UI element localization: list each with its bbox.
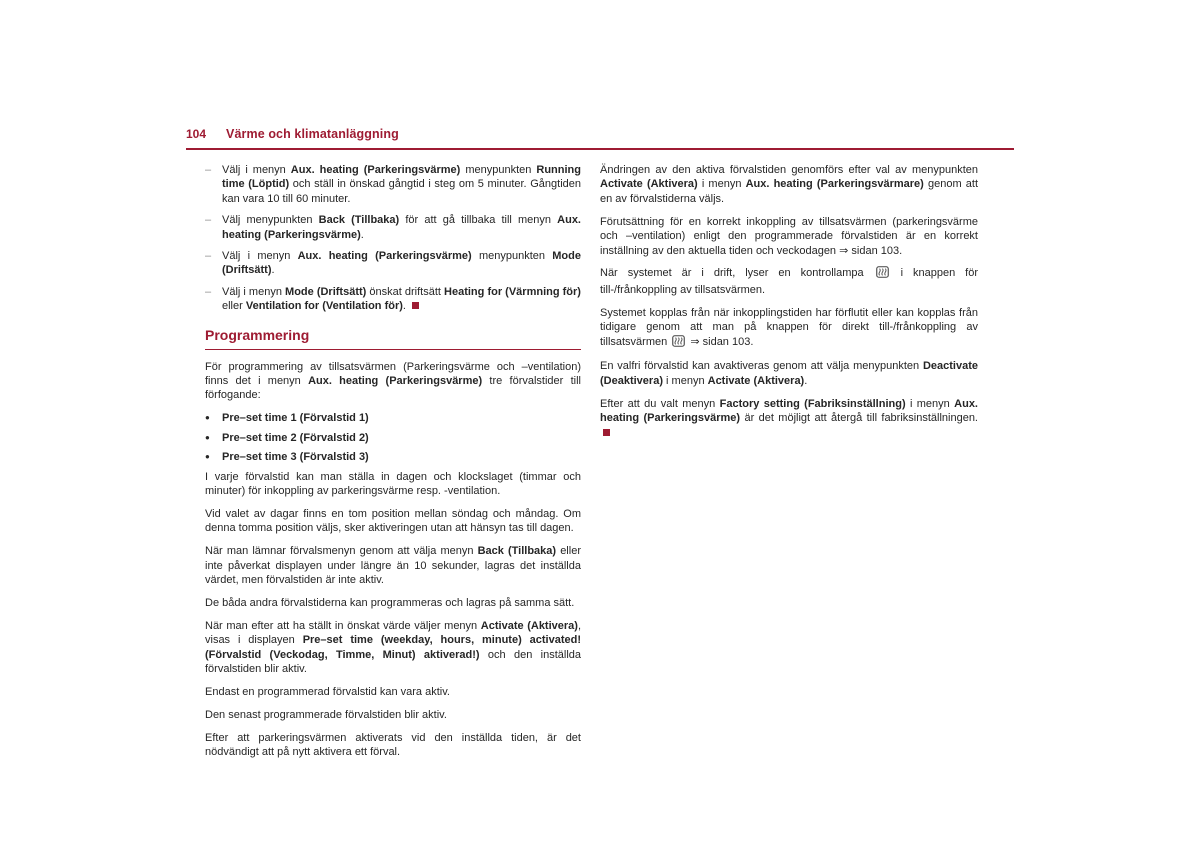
- text-run: Back (Tillbaka): [477, 545, 557, 558]
- right-column: [600, 163, 978, 768]
- text-run: Efter att parkeringsvärmen aktiverats vid den inställda tiden, är det nödvändigt att på nytt aktivera ett förval.: [205, 731, 581, 759]
- text-run: Efter att du valt menyn: [600, 397, 720, 410]
- aux-heater-button-icon: [876, 266, 889, 282]
- list-item-text: [222, 411, 581, 425]
- list-item-text: [222, 249, 581, 278]
- text-run: Pre–set time 2 (Förvalstid 2): [222, 431, 369, 444]
- text-run: , visas i displayen: [205, 619, 582, 647]
- paragraph: [600, 306, 978, 351]
- bullet-list-item: [205, 431, 581, 445]
- text-run: tre förvalstider till förfogande:: [205, 375, 581, 402]
- paragraph: [600, 266, 978, 297]
- text-run: Ändringen av den aktiva förvalstiden genomförs efter val av menypunkten: [600, 164, 978, 176]
- text-run: I varje förvalstid kan man ställa in dagen och klockslaget (timmar och minuter) för inkoppling av parkeringsvärme resp. -ventilation.: [205, 470, 581, 497]
- text-run: Den senast programmerade förvalstiden blir aktiv.: [205, 708, 447, 721]
- text-run: i menyn: [662, 374, 708, 387]
- page-number: 104: [186, 127, 207, 141]
- list-item-text: [222, 163, 581, 206]
- text-run: Running time (Löptid): [222, 164, 581, 191]
- text-run: .: [271, 264, 275, 277]
- section-end-square: [603, 429, 610, 436]
- paragraph: [205, 731, 581, 760]
- dash-list-item: [205, 213, 581, 242]
- text-run: .: [804, 374, 808, 387]
- text-run: och den inställda förvalstiden blir aktiv.: [205, 648, 581, 676]
- text-run: Systemet kopplas från när inkopplingstiden har förflutit eller kan kopplas från tidigare genom att man på knappen för direkt till-/frånkoppling av tillsatsvärmen: [600, 306, 978, 348]
- text-run: Aux. heating (Parkeringsvärme): [297, 250, 472, 263]
- text-run: för att gå tillbaka till menyn: [399, 214, 558, 227]
- text-run: är det möjligt att återgå till fabriksinställningen.: [740, 412, 978, 425]
- paragraph: [205, 596, 581, 610]
- text-run: Activate (Aktivera): [600, 178, 698, 191]
- paragraph: [205, 544, 581, 587]
- text-run: eller: [222, 300, 246, 313]
- text-run: Välj i menyn: [222, 164, 291, 176]
- text-run: Välj menypunkten: [222, 214, 319, 227]
- dash-marker: –: [205, 285, 212, 298]
- text-run: Endast en programmerad förvalstid kan vara aktiv.: [205, 685, 450, 698]
- bullet-marker: ●: [205, 432, 210, 442]
- section-title: Värme och klimatanläggning: [226, 127, 399, 141]
- dash-marker: –: [205, 214, 212, 227]
- text-run: Factory setting (Fabriksinställning): [719, 397, 906, 410]
- text-run: Aux. heating (Parkeringsvärme): [222, 214, 581, 241]
- text-run: De båda andra förvalstiderna kan programmeras och lagras på samma sätt.: [205, 596, 575, 609]
- section-end-square: [412, 302, 419, 309]
- text-run: Aux. heating (Parkeringsvärme): [308, 375, 483, 388]
- text-run: När man lämnar förvalsmenyn genom att välja menyn: [205, 545, 478, 558]
- text-run: menypunkten: [460, 164, 537, 176]
- paragraph: [600, 163, 978, 206]
- text-run: Aux. heating (Parkeringsvärmare): [745, 178, 924, 191]
- list-item-text: [222, 431, 581, 445]
- text-run: Aux. heating (Parkeringsvärme): [600, 397, 978, 425]
- paragraph: [205, 470, 581, 499]
- text-run: Pre–set time 3 (Förvalstid 3): [222, 451, 369, 464]
- paragraph: [205, 360, 581, 403]
- bullet-list-item: [205, 411, 581, 425]
- text-run: .: [402, 300, 410, 313]
- left-column: [205, 163, 581, 768]
- text-run: Back (Tillbaka): [318, 214, 400, 227]
- text-run: menypunkten: [471, 250, 553, 263]
- text-run: önskat driftsätt: [366, 285, 445, 298]
- paragraph: [205, 507, 581, 536]
- page-content: [205, 163, 978, 768]
- text-run: genom att en av förvalstiderna väljs.: [600, 178, 978, 205]
- text-run: i knappen för till-/frånkoppling av tillsatsvärmen.: [600, 267, 979, 296]
- dash-marker: –: [205, 164, 212, 176]
- text-run: Activate (Aktivera): [707, 374, 805, 387]
- text-run: En valfri förvalstid kan avaktiveras genom att välja menypunkten: [600, 360, 923, 373]
- dash-marker: –: [205, 250, 212, 263]
- paragraph: [205, 708, 581, 722]
- text-run: Activate (Aktivera): [480, 619, 578, 632]
- dash-list-item: [205, 249, 581, 278]
- text-run: Deactivate (Deaktivera): [600, 360, 978, 387]
- text-run: Aux. heating (Parkeringsvärme): [290, 164, 461, 176]
- text-run: eller inte påverkat displayen under längre än 10 sekunder, lagras det inställda värdet, men förvalstiden är inte aktiv.: [205, 545, 581, 587]
- list-item-text: [222, 285, 581, 314]
- text-run: och ställ in önskad gångtid i steg om 5 minuter. Gångtiden kan vara 10 till 60 minuter.: [222, 178, 581, 205]
- dash-list-item: [205, 163, 581, 206]
- text-run: .: [360, 228, 364, 241]
- text-run: Välj i menyn: [222, 250, 298, 263]
- text-run: i menyn: [905, 397, 955, 410]
- text-run: Förutsättning för en korrekt inkoppling av tillsatsvärmen (parkeringsvärme och –ventilation) enligt den programmerade förvalstiden är en korrekt inställning av den aktuella tiden och veckodagen ⇒ sidan 103.: [600, 215, 978, 257]
- text-run: i menyn: [697, 178, 746, 191]
- dash-list-item: [205, 285, 581, 314]
- text-run: Heating for (Värmning för): [444, 285, 581, 298]
- aux-heater-button-icon: [672, 335, 685, 351]
- text-run: Vid valet av dagar finns en tom position mellan söndag och måndag. Om denna tomma position väljs, sker aktiveringen utan att hänsyn tas till dagen.: [205, 507, 581, 535]
- paragraph: [205, 685, 581, 699]
- bullet-marker: ●: [205, 413, 210, 423]
- list-item-text: [222, 213, 581, 242]
- text-run: Mode (Driftsätt): [285, 285, 367, 298]
- paragraph: [205, 619, 581, 677]
- section-heading: Programmering: [205, 327, 581, 350]
- text-run: Välj i menyn: [222, 285, 286, 298]
- text-run: När man efter att ha ställt in önskat värde väljer menyn: [205, 619, 481, 632]
- text-run: För programmering av tillsatsvärmen (Parkeringsvärme och –ventilation) finns det i menyn: [205, 360, 581, 388]
- paragraph: [600, 397, 978, 440]
- paragraph: [600, 215, 978, 258]
- text-run: Ventilation for (Ventilation för): [245, 300, 403, 313]
- text-run: Pre–set time 1 (Förvalstid 1): [222, 412, 369, 425]
- text-run: Mode (Driftsätt): [222, 250, 581, 277]
- list-item-text: [222, 450, 581, 464]
- text-run: När systemet är i drift, lyser en kontrollampa: [600, 267, 874, 280]
- text-run: Pre–set time (weekday, hours, minute) activated! (Förvalstid (Veckodag, Timme, Minut) aktiverad!): [205, 634, 581, 661]
- bullet-marker: ●: [205, 452, 210, 462]
- paragraph: [600, 359, 978, 388]
- page-header: [186, 127, 1014, 150]
- bullet-list-item: [205, 450, 581, 464]
- text-run: ⇒ sidan 103.: [687, 335, 754, 348]
